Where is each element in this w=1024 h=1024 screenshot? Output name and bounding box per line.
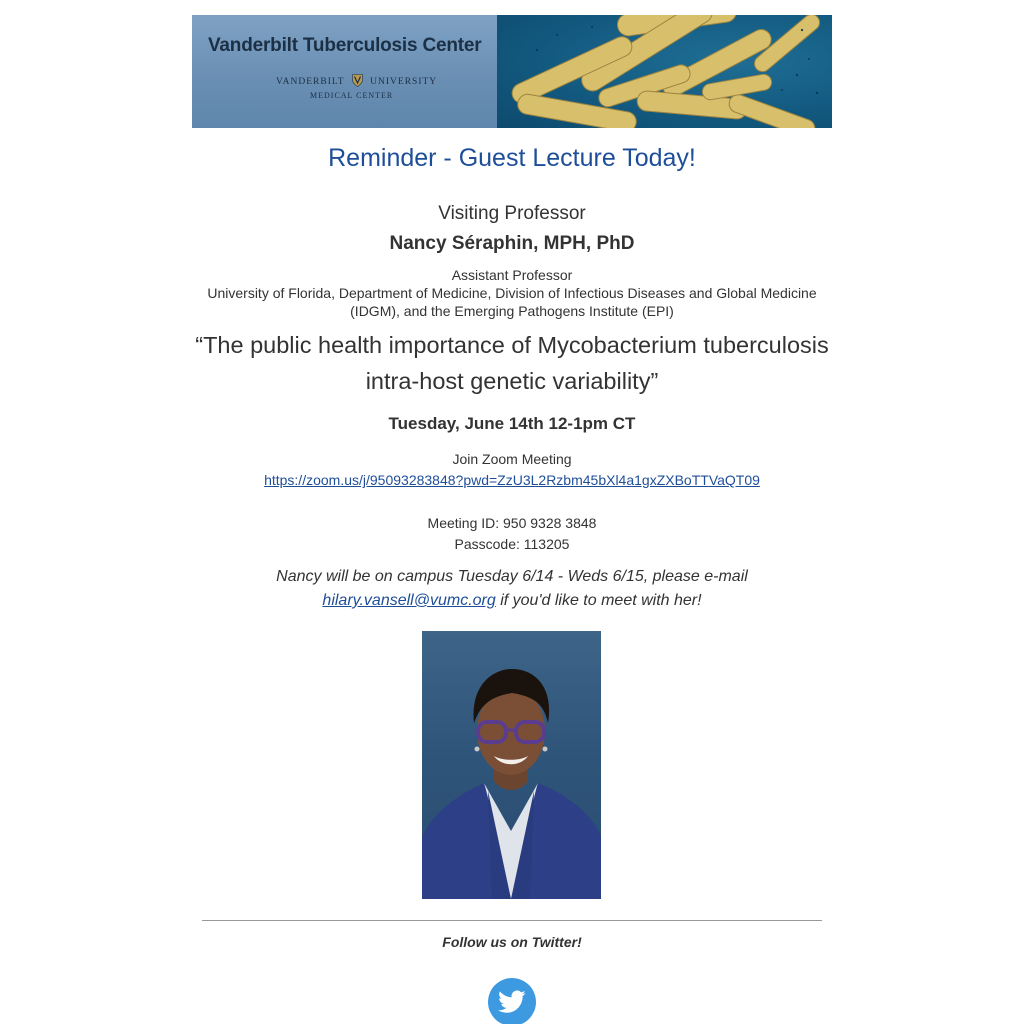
banner-university-right: UNIVERSITY xyxy=(370,77,438,87)
banner-bacteria-image xyxy=(497,15,832,128)
meeting-passcode: Passcode: 113205 xyxy=(454,536,570,552)
banner-university-left: VANDERBILT xyxy=(276,77,345,87)
campus-visit-line-2 xyxy=(192,589,832,613)
meeting-details xyxy=(192,513,832,555)
twitter-button[interactable] xyxy=(488,978,536,1024)
banner-medical-center: MEDICAL CENTER xyxy=(310,91,394,100)
header-banner xyxy=(192,15,832,128)
footer-divider xyxy=(202,920,822,921)
speaker-name: Nancy Séraphin, MPH, PhD xyxy=(389,233,635,254)
lecture-datetime: Tuesday, June 14th 12-1pm CT xyxy=(388,414,636,433)
speaker-affiliation xyxy=(192,266,832,320)
meeting-id: Meeting ID: 950 9328 3848 xyxy=(427,515,597,531)
speaker-photo xyxy=(422,631,601,899)
speaker-role: Visiting Professor xyxy=(438,203,586,224)
talk-title xyxy=(192,327,832,399)
speaker-position: Assistant Professor xyxy=(451,267,573,283)
page-title: Reminder - Guest Lecture Today! xyxy=(328,144,696,172)
contact-email-link[interactable]: hilary.vansell@vumc.org xyxy=(322,592,496,609)
vanderbilt-shield-icon xyxy=(352,74,363,87)
zoom-join-label: Join Zoom Meeting xyxy=(452,451,572,467)
affiliation-line-2: (IDGM), and the Emerging Pathogens Institute (EPI) xyxy=(350,303,674,319)
zoom-meeting-link[interactable]: https://zoom.us/j/95093283848?pwd=ZzU3L2Rzbm45bXl4a1gxZXBoTTVaQT09 xyxy=(264,472,760,488)
follow-twitter-text: Follow us on Twitter! xyxy=(442,934,582,950)
banner-university xyxy=(276,74,437,87)
affiliation-line-1: University of Florida, Department of Medicine, Division of Infectious Diseases and Global Medicine xyxy=(207,285,817,301)
banner-logo-panel xyxy=(192,15,497,128)
twitter-bird-icon xyxy=(498,990,526,1014)
campus-visit-suffix: if you'd like to meet with her! xyxy=(495,592,702,609)
banner-title: Vanderbilt Tuberculosis Center xyxy=(208,35,482,56)
campus-visit-note xyxy=(192,565,832,613)
speaker-portrait-illustration xyxy=(422,631,601,899)
bacteria-illustration xyxy=(497,15,832,128)
zoom-link-row xyxy=(192,471,832,489)
campus-visit-line-1: Nancy will be on campus Tuesday 6/14 - Weds 6/15, please e-mail xyxy=(276,568,748,585)
talk-title-line-2: intra-host genetic variability” xyxy=(365,368,659,394)
talk-title-line-1: “The public health importance of Mycobacterium tuberculosis xyxy=(195,332,829,358)
